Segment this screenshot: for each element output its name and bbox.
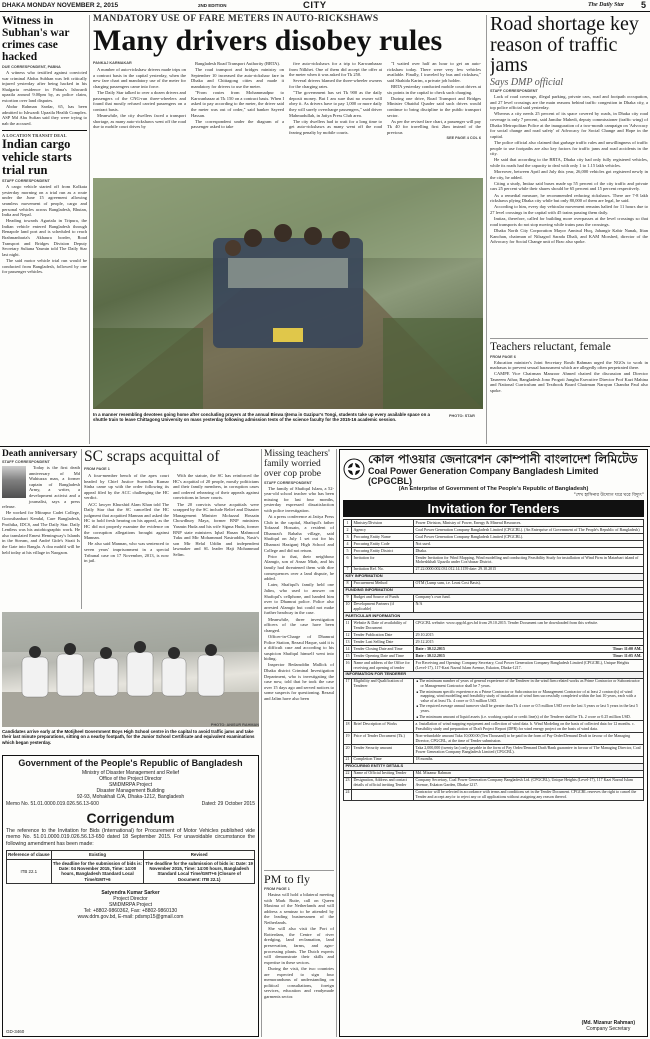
row-label: Ministry/Division (352, 520, 414, 527)
eligibility-text: The minimum number of years of general experience of the Tenderer in the wind firm related works as Prime Contractor or Subcontractor or Management Contractor shall be 7 years. (419, 678, 640, 689)
row-number: 14 (345, 645, 350, 651)
row-value: Non-refundable amount Taka 10,000.00 (Ten Thousand) to be paid in the form of Pay Order/Demand Draft in favour of the Managing Director, CPGCBL, at the time of Tender submission. (414, 733, 644, 745)
eligibility-text: The minimum specific experience as a Prime Contractor or Subcontractor or Management Contractor of at least 2 contract(s) of wind mapping, wind modelling and feasibility study of installation of wind firm successfully completed within the last 10 years, each with a value of at least Tk. 4 crore or 0.5 million USD. (419, 688, 637, 704)
paragraph: He worked for Mitrapur Cadet College, Gorosthanbari Kendal, Care Bangladesh, Prothika, IDCS, and The Daily Star. Daily Lentless was his autobiographic work. He also translated Emest Hemingway's Islands in the Stream, and André Gide's Strait Is the Gate into Bangla. A doa mahfil will be held today at his village in Naogaon. (2, 510, 80, 555)
paragraph: CAMPE Vice Chairman Manzoor Ahmed chaired the discussion and Director Tasneem Athar, Bangladesh Jono Progoti Jungha Executive Director Prof Kazi Mahina and National Curriculum and Textbook Board Chairman Narayan Chandra Paul also spoke. (490, 371, 648, 394)
paragraph: Education minister's Joint Secretary Rosib Rahman urged the NGOs to work in madrasas to prevent sexual harassment which are allegedly often perpetrated there. (490, 359, 648, 371)
byline: FROM PAGE 6 (490, 354, 516, 359)
section-row (344, 573, 644, 580)
row-number: 3 (344, 533, 352, 540)
paragraph: The Daily Star talked to over a dozen drivers and passengers of the CNG-run three-wheelers and found that mostly refused carried passengers on a contract basis. (93, 89, 186, 112)
paragraph: Citing a study, Imtiaz said buses made up 55 percent of the city traffic and private cars 25 percent while their shares should be 65 percent and 15 percent respectively. (490, 180, 648, 192)
paragraph: Meanwhile, the city dwellers faced a transport shortage, as many auto-rickshaws went off the road due to mobile court drives by (93, 112, 186, 130)
row-label: Tender Security amount (352, 745, 414, 757)
section-heading: INFORMATION FOR TENDERER (344, 671, 644, 678)
jump-line: SEE PAGE 4 COL 6 (446, 136, 481, 141)
story-headline: PM to fly (264, 872, 311, 886)
paragraph: Whereas a city needs 25 percent of its space covered by roads, in Dhaka city road coverage is only 7 percent, said Jamilur Mahedi, deputy commissioner (traffic wing) of Dhaka Metropolitan Police at the inauguration of a two-month campaign on 'Advocacy for social change and road safety' of Advocacy for Social Change and Hope in the capital. (490, 111, 648, 139)
row-value: Tender Invitation for Wind Mapping, Wind modelling and conducting Feasibility Study for installation of Wind Firm in Matarbari island of Moheshkhali Upazila under Cox'sbazar District. (414, 554, 644, 566)
byline: STAFF CORRESPONDENT (2, 179, 50, 184)
table-row (344, 770, 644, 777)
row-number: 2 (344, 526, 352, 533)
ad-signer: Satyendra Kumar Sarker (101, 890, 160, 897)
row-value: Taka 2,000,000 (twenty lac) only payable in the form of Pay Order/Demand Draft/Bank guarantee in favour of The Managing Director, Coal Power Generation Company Bangladesh Limited (CPGCBL). (414, 745, 644, 757)
table-row (344, 660, 644, 672)
row-value: Contractor will be selected in accordance with terms and conditions set in the Tender Document. CPGCBL reserves the right to cancel the Tender and accept any/or to reject any or all applications without assigning any reason thereof. (414, 789, 644, 801)
paragraph: five auto-rickshaws for a trip to Karwanbazar from Nilkhet. One of them did accept the offer at the meter when it was asked for Tk 250. (289, 61, 382, 78)
story-headline: Teachers reluctant, female (490, 341, 611, 353)
table-row (344, 632, 644, 639)
tender-bangla-title: কোল পাওয়ার জেনারেশন কোম্পানী বাংলাদেশ লিমিটেড (368, 452, 638, 466)
row-label: Tender Publication Date (352, 632, 414, 639)
paragraph: During the visit, the two countries are expected to sign four memorandums of understanding on political consultations, foreign services, education and readymade garments sector. (264, 965, 334, 999)
byline: PANKAJ KARMAKAR (93, 61, 132, 65)
paragraph: He also said Mannan, who was sentenced to seven years' imprisonment in a special Tribunal case on 17 November, 2013, is now in jail. (84, 541, 169, 564)
row-label: Designation, Address and contact details of official inviting Tender (352, 777, 414, 789)
row-label: Tender Opening Date and Time (352, 653, 414, 660)
row-number: 9 (344, 594, 352, 601)
paragraph: Officer-in-Charge of Dhamrai Police Station, Rezaul Haque, said it is a difficult case and according to his suspicion Shafiqul himself went into hiding. (264, 633, 334, 662)
exam-photo (2, 612, 259, 727)
paragraph: Abdur Rahman Sardar, 65, has been admitted to Ishwardi Upazila Health Complex. ASP Md Abu Sufian said they were trying to nab the accused. (2, 104, 87, 126)
column-rule (261, 449, 262, 1037)
story-headline: Death anniversary (2, 449, 78, 459)
table-row (344, 646, 644, 653)
row-number: 19 (344, 733, 352, 745)
row-value (414, 646, 644, 653)
tender-header (343, 452, 644, 486)
page-number: 5 (641, 0, 647, 10)
ad-contact: Tel: +8802-9860362, Fax: +8802-9860130 (83, 908, 178, 915)
teachers-story (490, 338, 648, 444)
photo-credit: PHOTO: STAR (449, 414, 475, 418)
row-label: Invitation for (352, 554, 414, 566)
row-value: Md. Mizanur Rahman (414, 770, 644, 777)
table-row (344, 601, 644, 613)
tender-banner: Invitation for Tenders (343, 500, 644, 517)
row-value: CPGCBL website: www.cpgcbl.gov.bd from 29.10.2015. Tender Document can be downloaded from this website. (414, 620, 644, 632)
section-row (344, 587, 644, 594)
row-value: Not used. (414, 540, 644, 547)
table-cell: The deadline for the submission of bids is: Date: 19 November 2015, Time: 14:00 hours, Bangladesh Standard Local Time/GMT+6 (Closure of Document: ITB 22.1) (145, 860, 253, 882)
sc-col-1 (84, 473, 169, 609)
row-number: 12 (345, 631, 350, 637)
bullet-icon: ■ (416, 704, 420, 709)
row-value (414, 653, 644, 660)
column-rule (336, 449, 337, 1037)
story-headline: Indian cargo vehicle starts trial run (2, 137, 72, 178)
row-label: Tender Closing Date and Time (352, 646, 414, 653)
column-rule (89, 15, 90, 444)
row-label: Eligibility and Qualification of Tenderer (352, 678, 414, 721)
paragraph: The 20 convicts whose acquittals were scrapped by the SC include Relief and Disaster Management Minister Mofazzal Hossain Chowdhury Maya, former BNP ministers Yasmin Huda and his wife Sigma Huda, former BNP state ministers Iqbal Hasan Mahmood Tuku and Mir Mohammad Nasiruddin, Nasir's son Mir Helal Uddin and independent lawmaker and SL leader Haji Mohammad Selim. (173, 501, 259, 557)
row-value: 29.10.2015 (414, 632, 644, 639)
paragraph: Bangladesh Road Transport Authority (BRTA). (195, 61, 280, 66)
row-time: Time: 11:00 AM. (612, 645, 642, 651)
row-value: 18 months. (414, 756, 644, 763)
paragraph: Dhaka North City Corporation Mayor Annisul Huq, Jahangir Kabir Nanak, Iftan Kanchan, chairman of Nilsagrol Sarada Dhali, and KAM Morshed, director of the Advocacy for Social Change unit of Brac also spoke. (490, 228, 648, 245)
paragraph: The correspondent under the diagram of a passenger asked to take (191, 118, 284, 130)
section-row (344, 763, 644, 770)
table-cell: The deadline for the submission of bids is: Date: 04 November 2015, Time: 14:00 hours, Bangladesh Standard Local Time/GMT+6 (52, 860, 143, 882)
row-number: 7 (344, 566, 352, 573)
paragraph: "The government has set Tk 900 as the daily deposit money. But I am sure that no owner will obey it. As drivers have to pay 1,000 or more daily they will surely overcharge passengers," said driver Mahmudullah, in Jatiya Press Club area. (289, 90, 382, 118)
table-row (344, 540, 644, 547)
story-body (264, 892, 334, 999)
bullet-icon: ■ (416, 714, 420, 719)
row-label: Website & Date of availability of Tender Document (352, 620, 414, 632)
row-label (352, 789, 414, 801)
ad-address: 92-93, Mohakhali C/A, Dhaka-1212, Bangladesh (76, 794, 185, 800)
ad-signer-role: Project Director (113, 896, 148, 903)
paragraph: "I waited over half an hour to get an auto-rickshaw today. There were very few vehicles available. Finally, I traveled by bus and rickshaw," said Shahida Karim, a private job holder. (387, 61, 481, 83)
table-row (344, 721, 644, 733)
row-label: Brief Description of Works (352, 721, 414, 733)
paragraph: A four-member bench of the apex court headed by Chief Justice Surendra Kumar Sinha came up with the order following its appeal filed by the ACC challenging the HC verdict. (84, 473, 169, 501)
paragraph: As a remedial measure, he recommended reducing rickshaws. There are 7-8 lakh rickshaws plying Dhaka city while but only 80,000 of them are legal, he said. (490, 192, 648, 204)
paragraph: A number of auto-rickshaw drivers made trips on a contract basis in the capital yesterday, when the new fare chart and mandatory use of the meter for charging passengers came into force. (93, 67, 186, 89)
paragraph: The said motor vehicle trial run would be conducted from Bangladesh, followed by one for passenger vehicles. (2, 258, 87, 275)
row-number: 22 (345, 770, 350, 776)
paragraph: Inspector Bedaruddin Mallick of Dhaka district Criminal Investigation Department, who is investigating the case now, told that he took the case over 15 days ago and served notices to some suspects for questioning. Rezaul and Jalim have also been (264, 662, 334, 702)
row-number: 13 (345, 638, 350, 644)
row-label: Procurement Method (352, 580, 414, 587)
row-label: Name and address of the Office for receiving and opening of tender (352, 660, 414, 672)
row-value: Dhaka. (414, 547, 644, 554)
bullet-icon: ■ (416, 689, 420, 694)
row-number: 24 (344, 789, 352, 801)
column-rule (486, 15, 487, 444)
eligibility-item (416, 690, 642, 704)
eligibility-text: The minimum amount of liquid assets (i.e. working capital or credit line(s) of the Tenderer shall be Tk. 2 crore or 0.25 million USD. (419, 713, 631, 719)
cpgcbl-logo-icon (343, 458, 365, 480)
paragraph: He said that according to the BRTA, Dhaka city had only fully registered vehicles, while its roads had the capacity to deal with only 1 to 1.15 lakh vehicles. (490, 157, 648, 168)
column-rule (81, 449, 82, 609)
paragraph: A witness who testified against convicted war criminal Abdus Subhan was left critically injured yesterday after being hacked in his Shalgaria residence in Pabna's Ishwardi upazila around 9.00pm by, as police claim, extortion over land disputes. (2, 70, 87, 103)
paragraph: Several drivers blamed the three-wheeler owners for the charging rates. (289, 78, 382, 89)
paragraph: As per the revised fare chart, a passenger will pay Tk 40 for travelling first 2km instead of the previous (387, 118, 481, 135)
row-value: Coal Power Generation Company Bangladesh Limited (CPGCBL). (An Enterprise of Government of The People's Republic of Bangladesh) (414, 526, 644, 533)
lead-kicker: MANDATORY USE OF FARE METERS IN AUTO-RICKSHAWS (93, 14, 379, 24)
byline: FROM PAGE 1 (84, 466, 110, 471)
paragraph: During one drive, Road Transport and Bridges Minister Obaidul Quader said such drives would continue to bring discipline to the public transport sector. (387, 95, 481, 118)
row-time: Time: 11:05 AM. (612, 652, 642, 658)
row-number: 10 (344, 601, 352, 613)
tender-signer-role: Company Secretary (586, 1026, 631, 1032)
table-row (344, 678, 644, 721)
row-number: 5 (344, 547, 352, 554)
row-number: 4 (344, 540, 352, 547)
story-body (2, 70, 87, 127)
exam-photo-caption-box (2, 729, 259, 751)
ad-signer-org: SMiDMRPA Project (109, 902, 152, 909)
story-headline: Road shortage key reason of traffic jams (490, 14, 639, 76)
byline: DUE CORRESPONDENT, PABNA (2, 65, 61, 69)
paragraph: Today is the first death anniversary of Md Wahiuzza man, a former captain of Bangladesh Army, a writer, a development activist and a journalist, says a press release. (2, 465, 80, 510)
paragraph: Prior to that, their neighbour Alamgir, son of Ansar Miah, and his family had threatened them with dire consequences over a land dispute, he added. (264, 553, 334, 582)
row-number: 6 (344, 554, 352, 566)
train-illustration (93, 178, 483, 409)
sc-col-2 (173, 473, 259, 609)
masthead-edition: 2ND EDITION (198, 3, 227, 8)
paragraph: At a press conference at Jatiya Press Club in the capital, Shafiqul's father Tofazzal Hossain, a resident of Dhamrai's Rabaha village, said Shafiqul on July 1 set out for his Dhamrai Haziganj High School and College and did not return. (264, 514, 334, 553)
row-number: 1 (344, 520, 352, 527)
row-value: a. Installation of wind mapping equipment and collection of wind data. b. Wind Modeling on the basis of collected data for 12 months. c. Feasibility study and preparation of Draft Project Report (DPR) for wind energy project on the basis of wind data. (414, 721, 644, 733)
section-heading: PARTICULAR INFORMATION (344, 613, 644, 620)
row-number: 21 (345, 756, 350, 762)
byline: STAFF CORRESPONDENT (264, 480, 312, 485)
table-row (344, 533, 644, 540)
ad-title: Corrigendum (86, 810, 175, 826)
row-value: Coal Power Generation Company Bangladesh Limited (CPGCBL). (414, 533, 644, 540)
table-row (344, 745, 644, 757)
left-column (2, 15, 87, 444)
row-value: Company's own fund. (414, 594, 644, 601)
row-number: 11 (344, 620, 352, 632)
eligibility-text: The required average annual turnover shall be greater than Tk 4 crore or 0.5 million USD over the last 3 years or last 5 years in the last 5 years. (419, 703, 638, 714)
paragraph: According to him, every day vehicular movement remains halted for 11 hours due to 27 level crossings in the capital with 45 trains passing them daily. (490, 204, 648, 216)
row-value: OTM (Lump sum, i.e. Least Cost Basis). (414, 580, 644, 587)
table-row (344, 520, 644, 527)
table-row (344, 547, 644, 554)
section-heading: KEY INFORMATION (344, 573, 644, 580)
row-label: Development Partners (if applicable) (352, 601, 414, 613)
photo-caption: Candidates arrive early at the Motijheel Government Boys High School centre in the capital to avoid traffic jams and take their last minute preparations, sitting on a nearby footpath, for the Junior School Certificate and equivalent examinations which began yesterday. (2, 729, 255, 745)
byline: STAFF CORRESPONDENT (490, 89, 538, 93)
table-header: Existing (51, 851, 144, 859)
paragraph: She will also visit the Port of Rotterdam, the Centre of river dredging, land reclamation, land preservation, farms, and agro-processing plants. The Dutch experts will demonstrate their skills and expertise in these sectors. (264, 926, 334, 965)
row-label: Budget and Source of Funds (352, 594, 414, 601)
table-row (344, 777, 644, 789)
table-row (344, 554, 644, 566)
story-body (490, 360, 648, 394)
row-label: Price of Tender Document (Tk.) (352, 733, 414, 745)
ad-office: Office of the Project Director (99, 776, 162, 782)
row-number: 23 (344, 777, 352, 789)
table-row (344, 639, 644, 646)
table-row (344, 653, 644, 660)
table-row (344, 566, 644, 573)
bullet-icon: ■ (416, 679, 420, 684)
death-anniversary (2, 449, 80, 609)
table-row (344, 580, 644, 587)
masthead-section: CITY (303, 0, 327, 11)
ad-project: SMiDMRPA Project (109, 782, 152, 788)
row-value: For Receiving and Opening: Company Secretary, Coal Power Generation Company Bangladesh Limited (CPGCBL), Unique Heights (Level-17), 117-Kazi Nazrul Islam Avenue, Eskaton, Dhaka-1217. (414, 660, 644, 672)
ad-government: Government of the People's Republic of Bangladesh (18, 758, 243, 768)
portrait-photo (2, 466, 26, 498)
lead-story (93, 14, 483, 176)
table-row (344, 733, 644, 745)
missing-teacher-story (264, 449, 334, 869)
row-value: 29.12.2015 (414, 639, 644, 646)
section-divider (0, 446, 650, 447)
table-row (344, 594, 644, 601)
row-label: Name of Official Inviting Tender (352, 770, 414, 777)
row-number: 17 (344, 678, 352, 721)
story-body (2, 184, 87, 275)
students-illustration (2, 612, 259, 727)
table-cell: ITB 22.1 (7, 859, 52, 884)
ad-signature-block (6, 890, 255, 920)
eligibility-item (416, 715, 642, 720)
byline: FROM PAGE 1 (264, 887, 290, 891)
paragraph: Heading towards Agartala in Tripura, the Indian vehicle entered Bangladesh through Benapole land port and is scheduled to reach Brahmanbaria's Akhaura border, Road Transport and Bridges Division Deputy Secretary Sultana Yasmin told The Daily Star last night. (2, 218, 87, 257)
paragraph: Lack of road coverage, illegal parking, private cars, road and footpath occupation, and 27 level crossings are the main reasons behind traffic congestion in Dhaka city, a top police official said yesterday. (490, 94, 648, 111)
row-number: 20 (344, 745, 352, 757)
photo-credit: PHOTO: ANISUR RAHMAN (210, 723, 259, 727)
ad-code: GD-3460 (6, 1029, 25, 1034)
story-body (264, 486, 334, 702)
paragraph: ACC lawyer Khurshid Alam Khan told The Daily Star that the SC cancelled the HC judgment that acquitted Mannan and asked the HC to hold fresh hearing on his appeal, as the HC did not properly examine the evidence on the corruption allegations brought against Mannan. (84, 501, 169, 541)
table-row (7, 859, 255, 884)
ad-memo: Memo No. 51.01.0000.019.026.56.13-600 (6, 801, 99, 807)
lead-headline: Many drivers disobey rules (93, 24, 443, 57)
row-label: Procuring Entity Name (352, 533, 414, 540)
row-number: 15 (345, 652, 350, 658)
paragraph: With the statute, the SC has reinforced the HC's acquittal of 20 people, mostly politicians and their family members, in corruption cases and ordered rehearing of their appeals against convictions in lower courts. (173, 473, 259, 501)
corrigendum-table (6, 850, 255, 884)
tender-company-title: Coal Power Generation Company Bangladesh Limited (CPGCBL) (368, 466, 599, 486)
row-value: Company Secretary, Coal Power Generation Company Bangladesh Ltd. (CPGCBL), Unique Heights (Level-17), 117 Kazi Nazrul Islam Avenue, Eskaton Garden, Dhaka-1217. (414, 777, 644, 789)
row-value: N/A (414, 601, 644, 613)
table-header: Revised (144, 851, 255, 859)
story-headline: SC scraps acquittal of (84, 449, 220, 465)
paragraph: Moreover, between April and July this year, 26,000 vehicles got registered newly in the city, he added. (490, 169, 648, 180)
masthead (0, 0, 650, 12)
table-row (344, 789, 644, 801)
ad-ministry: Ministry of Disaster Management and Relief (82, 770, 179, 776)
right-story (490, 14, 648, 336)
masthead-city: DHAKA (2, 2, 26, 9)
ad-memo-line (6, 801, 255, 807)
row-label: Procuring Entity Code (352, 540, 414, 547)
tender-subtitle: (An Enterprise of Government of The People's Republic of Bangladesh) (398, 486, 589, 492)
row-value: Power Division, Ministry of Power, Energy & Mineral Resources. (414, 520, 644, 527)
row-date: Date : 30.12.2015 (415, 652, 445, 658)
row-label: Agency (352, 526, 414, 533)
pm-story (264, 870, 334, 1037)
story-subhead: Says DMP official (490, 76, 564, 88)
lead-col-2 (191, 61, 284, 176)
divider (2, 130, 87, 131)
row-number: 8 (344, 580, 352, 587)
row-label: Completion Time (352, 756, 414, 763)
story-headline: Missing teachers' family worried over cop probe (264, 449, 330, 479)
row-label: Tender Last Selling Date (352, 639, 414, 646)
main-photo (93, 178, 483, 409)
row-value (414, 678, 644, 721)
paragraph: The city dwellers had to wait for a long time to get auto-rickshaws as many went off the road fearing penalty by mobile courts. (289, 118, 382, 135)
masthead-date: MONDAY NOVEMBER 2, 2015 (27, 2, 119, 9)
tender-table (343, 519, 644, 801)
lead-col-4 (387, 61, 481, 176)
row-value: 27.22.0000.002.031.012.14.1159 date: 29.10.2015 (414, 566, 644, 573)
paragraph: Meanwhile, three investigation officers of the case have been changed. (264, 616, 334, 633)
corrigendum-ad (2, 755, 259, 1037)
tender-signature (582, 1020, 635, 1032)
photo-caption: In a manner resembling devotees going home after concluding prayers at the annual Biswa Ijtema in Gazipur's Tongi, students take up every available space on a shuttle train to leave Chittagong University on mass yesterday following admission tests of the science faculty for the 2015-16 academic session. (93, 412, 430, 423)
row-date: Date : 30.12.2015 (415, 645, 445, 651)
lead-col-1 (93, 67, 186, 176)
table-row (344, 526, 644, 533)
story-headline: Witness in Subhan's war crimes case hacked (2, 15, 70, 63)
table-row (344, 620, 644, 632)
ad-text: The reference to the Invitation for Bids (International) for Procurement of Motor Vehicles published vide memo No. 51.01.0000.019.026.56.13-650 dated 18 September 2015. For unavoidable circumstance the following amendment has been made: (6, 828, 255, 847)
section-row (344, 613, 644, 620)
masthead-brand: The Daily Star (588, 2, 625, 8)
paragraph: Later, Shafiqul's family held one Jalim, who used to answer on Shafiqul's cellphone, and handed him over to Dhamrai police. Police also arrested Alamgir but could not make further headway in the case. (264, 582, 334, 616)
paragraph: Imtiaz, therefore, called for building more overpasses at the level crossings so that road transports do not stop moving while trains pass the crossings. (490, 216, 648, 227)
paragraph: BRTA yesterday conducted mobile court drives at six points in the capital to check such charging. (387, 83, 481, 95)
tender-ad (339, 449, 648, 1037)
paragraph: The family of Shafiqul Islam, a 52-year-old school teacher who has been missing for last four months, yesterday expressed dissatisfaction with police investigation. (264, 485, 334, 513)
row-label: Procuring Entity District (352, 547, 414, 554)
byline: STAFF CORRESPONDENT (2, 460, 50, 464)
section-row (344, 671, 644, 678)
ad-web: www.ddm.gov.bd, E-mail: pdsmp15@gmail.com (77, 914, 184, 921)
table-header-row (7, 851, 255, 859)
paragraph: "From routes from Mohammadpur to Karwanbazar at Tk 150 on a contract basis. When I asked to pay according to the meter, the driver said the meter was out of order," said banker Sayeed Hassan. (191, 90, 284, 118)
section-heading: FUNDING INFORMATION (344, 587, 644, 594)
paragraph: A cargo vehicle started off from Kolkata yesterday morning on a trial run as a route under the June 15 agreement allowing seamless movement of people, cargo and personal vehicles across Bangladesh, Bhutan, India and Nepal. (2, 184, 87, 218)
row-number: 16 (344, 660, 352, 672)
lead-col-3 (289, 61, 382, 176)
story-body (490, 94, 648, 245)
table-row (344, 756, 644, 763)
paragraph: Hasina will hold a bilateral meeting with Mark Rutte, call on Queen Maxima of the Netherlands and will address a seminar to be attended by the leading businessmen of the Netherlands. (264, 892, 334, 925)
row-label: Invitation Ref. No. (352, 566, 414, 573)
row-number: 18 (344, 721, 352, 733)
kicker: A LOCATION TRANSIT DEAL (2, 133, 67, 139)
table-header: Reference of clause (8, 852, 50, 858)
main-photo-caption-box (93, 412, 483, 444)
tender-slogan: "শেখ হাসিনার উদ্যোগ ঘরে ঘরে বিদ্যুৎ" (573, 493, 644, 498)
ad-dept: Disaster Management Building (96, 788, 165, 794)
section-heading: PROCURING ENTITY DETAILS (344, 763, 644, 770)
tender-signer: (Md. Mizanur Rahman) (581, 1020, 635, 1026)
ad-dated: Dated: 29 October 2015 (201, 801, 255, 807)
paragraph: The police official also claimed that garbage traffic rules and unwillingness of traffic people to use footpaths are also key factors for traffic jams and road accidents in the city. (490, 139, 648, 157)
sc-story (84, 449, 259, 609)
paragraph: The road transport and bridges ministry on September 10 increased the auto-rickshaw fare in Dhaka and Chittagong cities and made it mandatory for drivers to use the meter. (191, 67, 284, 89)
